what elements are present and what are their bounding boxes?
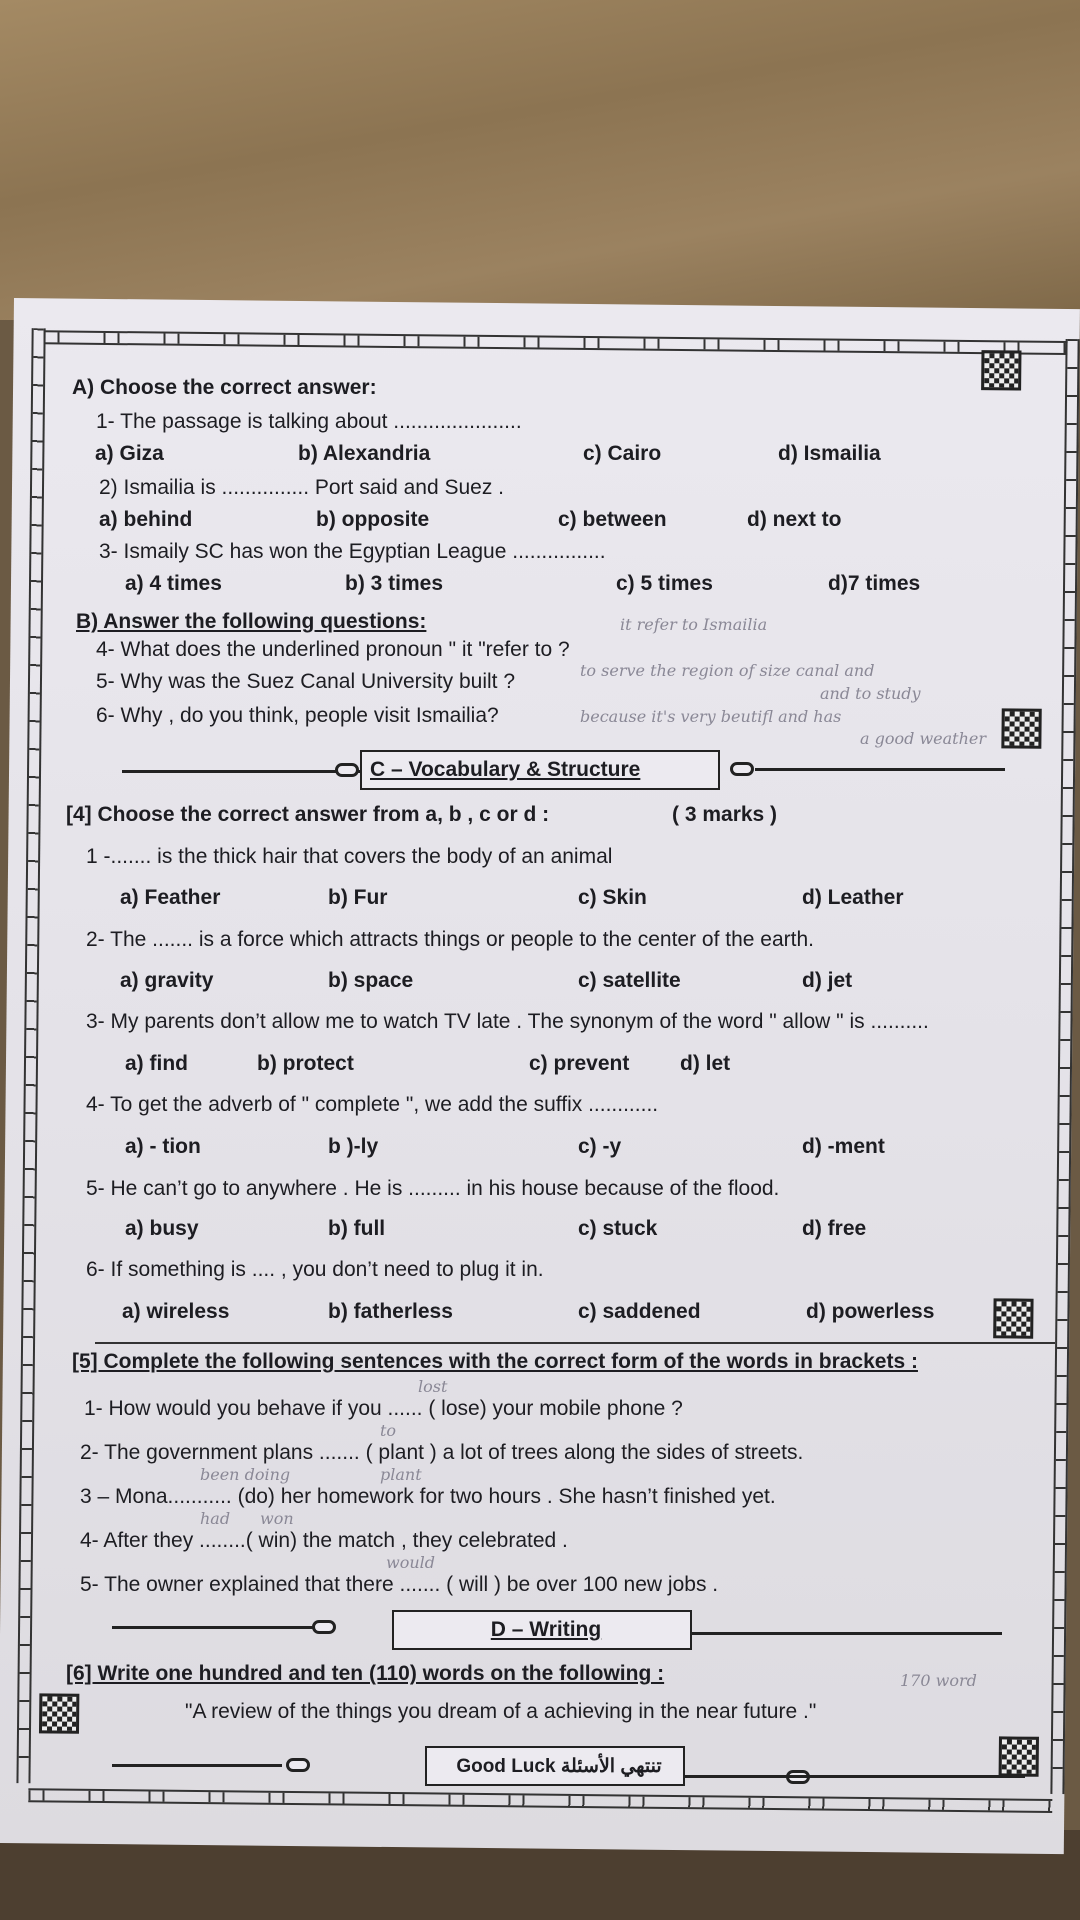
q4-heading: [4] Choose the correct answer from a, b , c or d : (66, 803, 550, 826)
wood-background (0, 0, 1080, 320)
option: b )-ly (328, 1135, 379, 1158)
handwritten-answer: would (386, 1553, 435, 1572)
handwritten-answer: lost (418, 1377, 448, 1396)
option: c) Skin (578, 886, 647, 909)
left-border (16, 328, 45, 1783)
question: 5- Why was the Suez Canal University built ? (96, 670, 516, 693)
handwritten-answer: because it's very beutifl and has (580, 707, 842, 726)
option: d) let (680, 1052, 731, 1075)
divider-knob (312, 1620, 336, 1634)
option: b) Fur (328, 886, 388, 909)
question: 5- He can’t go to anywhere . He is ......... in his house because of the flood. (86, 1177, 780, 1200)
top-border (44, 330, 1068, 355)
option: d) free (802, 1217, 867, 1240)
option: a) Giza (95, 442, 164, 465)
option: c) -y (578, 1135, 622, 1158)
divider-knob (335, 763, 359, 777)
option: d) -ment (802, 1135, 885, 1158)
option: a) gravity (120, 969, 214, 992)
sentence-item: 4- After they ........( win) the match , they celebrated . (80, 1529, 568, 1552)
handwritten-answer: had (200, 1509, 231, 1528)
handwritten-answer: won (260, 1509, 294, 1528)
right-border (1050, 339, 1079, 1794)
option: b) Alexandria (298, 442, 431, 465)
qr-code (993, 1298, 1033, 1338)
question: 4- To get the adverb of " complete ", we add the suffix ............ (86, 1093, 659, 1116)
option: c) between (558, 508, 667, 531)
option: d) jet (802, 969, 853, 992)
handwritten-note: 170 word (900, 1671, 977, 1690)
divider (685, 1775, 1025, 1778)
option: c) satellite (578, 969, 681, 992)
qr-code (981, 350, 1021, 390)
question: 3- My parents don’t allow me to watch TV late . The synonym of the word " allow " is .......... (86, 1010, 929, 1033)
option: b) protect (257, 1052, 354, 1075)
divider (95, 1342, 1055, 1344)
question: 2- The ....... is a force which attracts things or people to the center of the earth. (86, 928, 814, 951)
qr-code (39, 1693, 79, 1733)
section-a-heading-text: A) Choose the correct answer: (72, 376, 377, 399)
sentence-item: 1- How would you behave if you ...... ( lose) your mobile phone ? (84, 1397, 683, 1420)
handwritten-answer: been doing (200, 1465, 291, 1484)
option: b) full (328, 1217, 386, 1240)
question: 6- Why , do you think, people visit Ismailia? (96, 704, 499, 727)
option: b) opposite (316, 508, 430, 531)
qr-code (1001, 708, 1041, 748)
bottom-border (28, 1788, 1052, 1813)
option: d) next to (747, 508, 842, 531)
sentence-item: 3 – Mona........... (do) her homework for two hours . She hasn’t finished yet. (80, 1485, 776, 1508)
question: 1 -....... is the thick hair that covers the body of an animal (86, 845, 613, 868)
handwritten-answer: to serve the region of size canal and (580, 661, 875, 680)
handwritten-answer: it refer to Ismailia (620, 615, 768, 634)
handwritten-answer: plant (380, 1465, 422, 1484)
handwritten-answer: to (380, 1421, 397, 1440)
question: 3- Ismaily SC has won the Egyptian League ................ (99, 540, 606, 563)
option: a) - tion (125, 1135, 201, 1158)
section-d-banner (392, 1610, 692, 1650)
option: a) Feather (120, 886, 221, 909)
divider-knob (730, 762, 754, 776)
option: d) powerless (806, 1300, 935, 1323)
handwritten-answer: and to study (820, 684, 921, 703)
question: 1- The passage is talking about ...................... (96, 410, 522, 433)
option: a) find (125, 1052, 188, 1075)
divider (692, 1632, 1002, 1635)
good-luck-banner (425, 1746, 685, 1786)
divider (112, 1764, 282, 1767)
option: b) fatherless (328, 1300, 453, 1323)
option: d)7 times (828, 572, 921, 595)
good-luck-text: Good Luck تنتهي الأسئلة (456, 1755, 662, 1777)
writing-prompt: "A review of the things you dream of a achieving in the near future ." (185, 1700, 817, 1723)
option: c) saddened (578, 1300, 701, 1323)
section-b-heading: B) Answer the following questions: (76, 610, 427, 633)
handwritten-answer: a good weather (860, 729, 987, 748)
option: b) space (328, 969, 414, 992)
option: a) behind (99, 508, 193, 531)
q5-heading: [5] Complete the following sentences with the correct form of the words in brackets : (72, 1350, 918, 1373)
option: c) prevent (529, 1052, 630, 1075)
option: b) 3 times (345, 572, 444, 595)
sentence-item: 5- The owner explained that there ....... ( will ) be over 100 new jobs . (80, 1573, 719, 1596)
question: 6- If something is .... , you don’t need to plug it in. (86, 1258, 544, 1281)
option: d) Ismailia (778, 442, 881, 465)
option: a) 4 times (125, 572, 222, 595)
q6-heading: [6] Write one hundred and ten (110) words on the following : (66, 1662, 665, 1685)
option: c) Cairo (583, 442, 662, 465)
q4-marks: ( 3 marks ) (672, 803, 778, 826)
divider (112, 1626, 322, 1629)
qr-code (999, 1736, 1039, 1776)
divider-knob (286, 1758, 310, 1772)
option: a) busy (125, 1217, 199, 1240)
divider (755, 768, 1005, 771)
sentence-item: 2- The government plans ....... ( plant ) a lot of trees along the sides of streets. (80, 1441, 804, 1464)
option: c) 5 times (616, 572, 713, 595)
question: 2) Ismailia is ............... Port said and Suez . (99, 476, 504, 499)
section-c-banner: C – Vocabulary & Structure (360, 750, 720, 790)
option: c) stuck (578, 1217, 658, 1240)
option: d) Leather (802, 886, 904, 909)
divider (122, 770, 362, 773)
section-d-title: D – Writing (490, 1618, 602, 1641)
section-a-heading (72, 376, 377, 400)
question: 4- What does the underlined pronoun " it "refer to ? (96, 638, 570, 661)
option: a) wireless (122, 1300, 230, 1323)
